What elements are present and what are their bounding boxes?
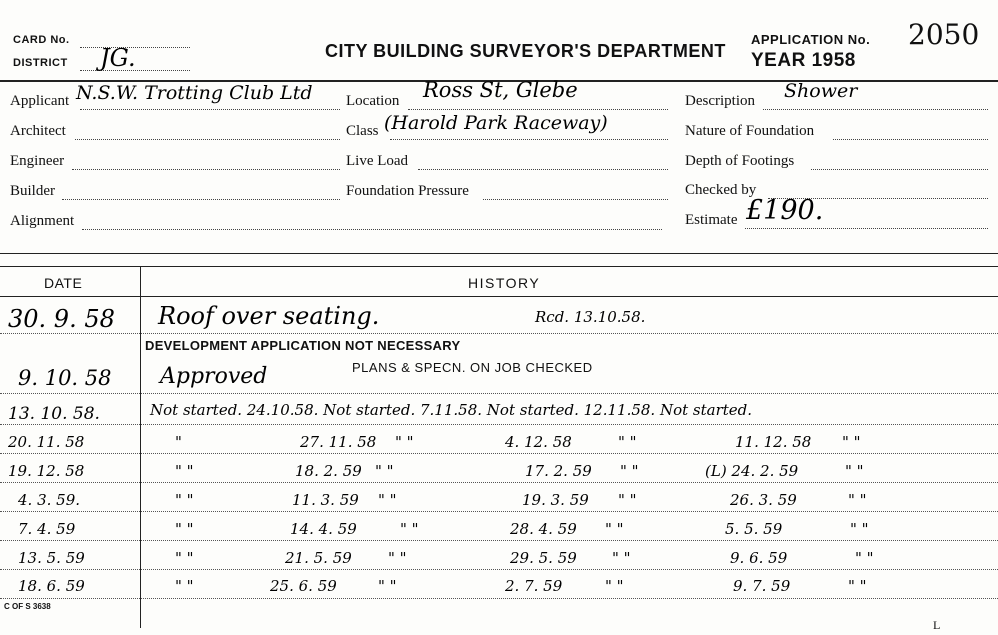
ditto-mark: " " [375,462,394,480]
architect-dots [75,139,340,140]
history-extra: Rcd. 13.10.58. [535,308,646,326]
history-header: HISTORY [468,275,541,291]
inspection-date: 5. 5. 59 [725,520,783,538]
ditto-mark: " " [175,491,194,509]
inspection-date: 29. 5. 59 [510,549,577,567]
ditto-mark: " " [605,520,624,538]
ditto-mark: " " [388,549,407,567]
engineer-label: Engineer [10,153,65,169]
application-label: APPLICATION No. [751,32,871,47]
row-rule [0,393,998,394]
description-value: Shower [784,80,858,102]
alignment-label: Alignment [10,213,75,229]
ditto-mark: " " [400,520,419,538]
ditto-mark: " " [605,577,624,595]
ditto-mark: " " [618,433,637,451]
ditto-mark: " " [175,549,194,567]
ditto-mark: " " [175,520,194,538]
history-text: Roof over seating. [158,302,380,330]
row-rule [0,569,998,570]
foundation-pressure-label: Foundation Pressure [346,183,469,199]
history-date: 9. 10. 58 [18,366,112,390]
history-date: 20. 11. 58 [8,433,85,451]
class-value: (Harold Park Raceway) [384,112,608,134]
history-text: Approved [160,364,268,389]
ditto-mark: " " [175,577,194,595]
location-label: Location [346,93,400,109]
form-code: C OF S 3638 [4,602,51,611]
inspection-date: 19. 3. 59 [522,491,589,509]
alignment-dots [82,229,662,230]
live-load-dots [418,169,668,170]
inspection-date: 4. 12. 58 [505,433,572,451]
history-rule-top1 [0,253,998,254]
row-rule [0,511,998,512]
development-stamp: DEVELOPMENT APPLICATION NOT NECESSARY [145,338,461,353]
live-load-label: Live Load [346,153,409,169]
inspection-date: 17. 2. 59 [525,462,592,480]
history-date: 13. 10. 58. [8,404,100,424]
inspection-date: 11. 3. 59 [292,491,359,509]
inspection-date: 28. 4. 59 [510,520,577,538]
department-title: CITY BUILDING SURVEYOR'S DEPARTMENT [325,41,726,61]
card-no-label: CARD No. [13,34,70,46]
row-rule [0,333,998,334]
district-label: DISTRICT [13,57,68,69]
history-date: 7. 4. 59 [18,520,76,538]
estimate-label: Estimate [685,212,738,228]
plans-checked-stamp: PLANS & SPECN. ON JOB CHECKED [352,360,593,375]
year-label: YEAR 1958 [751,50,856,71]
row-rule [0,482,998,483]
row-rule [0,424,998,425]
ditto-mark: " " [845,462,864,480]
ditto-mark: " " [378,491,397,509]
inspection-date: 9. 6. 59 [730,549,788,567]
inspection-date: 2. 7. 59 [505,577,563,595]
applicant-value: N.S.W. Trotting Club Ltd [76,82,313,104]
history-date: 30. 9. 58 [8,305,115,333]
description-dots [763,109,988,110]
ditto-mark: " " [855,549,874,567]
history-date: 13. 5. 59 [18,549,85,567]
architect-label: Architect [10,123,66,139]
inspection-date: 27. 11. 58 [300,433,377,451]
district-value: JG. [100,44,136,72]
location-dots [408,109,668,110]
ditto-mark: " " [378,577,397,595]
inspection-date: 14. 4. 59 [290,520,357,538]
nature-of-foundation-dots [833,139,988,140]
inspection-date: 11. 12. 58 [735,433,812,451]
ditto-mark: " " [848,491,867,509]
history-text: Not started. 24.10.58. Not started. 7.11.58. Not started. 12.11.58. Not started. [150,401,753,419]
inspection-date: 26. 3. 59 [730,491,797,509]
row-rule [0,453,998,454]
row-rule [0,540,998,541]
ditto-mark: " " [620,462,639,480]
applicant-dots [80,109,340,110]
inspection-date: 18. 2. 59 [295,462,362,480]
foundation-pressure-dots [483,199,668,200]
inspection-date: 25. 6. 59 [270,577,337,595]
ditto-mark: " " [848,577,867,595]
ditto-mark: " " [618,491,637,509]
nature-of-foundation-label: Nature of Foundation [685,123,815,139]
ditto-mark: " " [612,549,631,567]
depth-of-footings-label: Depth of Footings [685,153,795,169]
class-label: Class [346,123,379,139]
builder-label: Builder [10,183,55,199]
estimate-value: £190. [746,195,824,226]
history-date: 18. 6. 59 [18,577,85,595]
inspection-date: 21. 5. 59 [285,549,352,567]
history-date: 19. 12. 58 [8,462,85,480]
history-rule-top2 [0,266,998,267]
date-header: DATE [44,275,83,291]
inspection-date: (L) 24. 2. 59 [705,462,799,480]
history-header-rule [0,296,998,297]
ditto-mark: " " [395,433,414,451]
history-date: 4. 3. 59. [18,491,81,509]
date-column-divider [140,266,141,628]
ditto-mark: " " [850,520,869,538]
ditto-mark: " " [175,462,194,480]
class-dots [390,139,668,140]
engineer-dots [72,169,340,170]
checked-by-label: Checked by [685,182,757,198]
applicant-label: Applicant [10,93,70,109]
location-value: Ross St, Glebe [423,78,578,102]
ditto-mark: " [175,433,182,451]
row-rule [0,598,998,599]
application-number: 2050 [908,18,980,51]
estimate-dots [745,228,988,229]
ditto-mark: " " [842,433,861,451]
depth-of-footings-dots [811,169,988,170]
builder-dots [62,199,340,200]
corner-mark: L [933,618,941,632]
description-label: Description [685,93,755,109]
inspection-date: 9. 7. 59 [733,577,791,595]
